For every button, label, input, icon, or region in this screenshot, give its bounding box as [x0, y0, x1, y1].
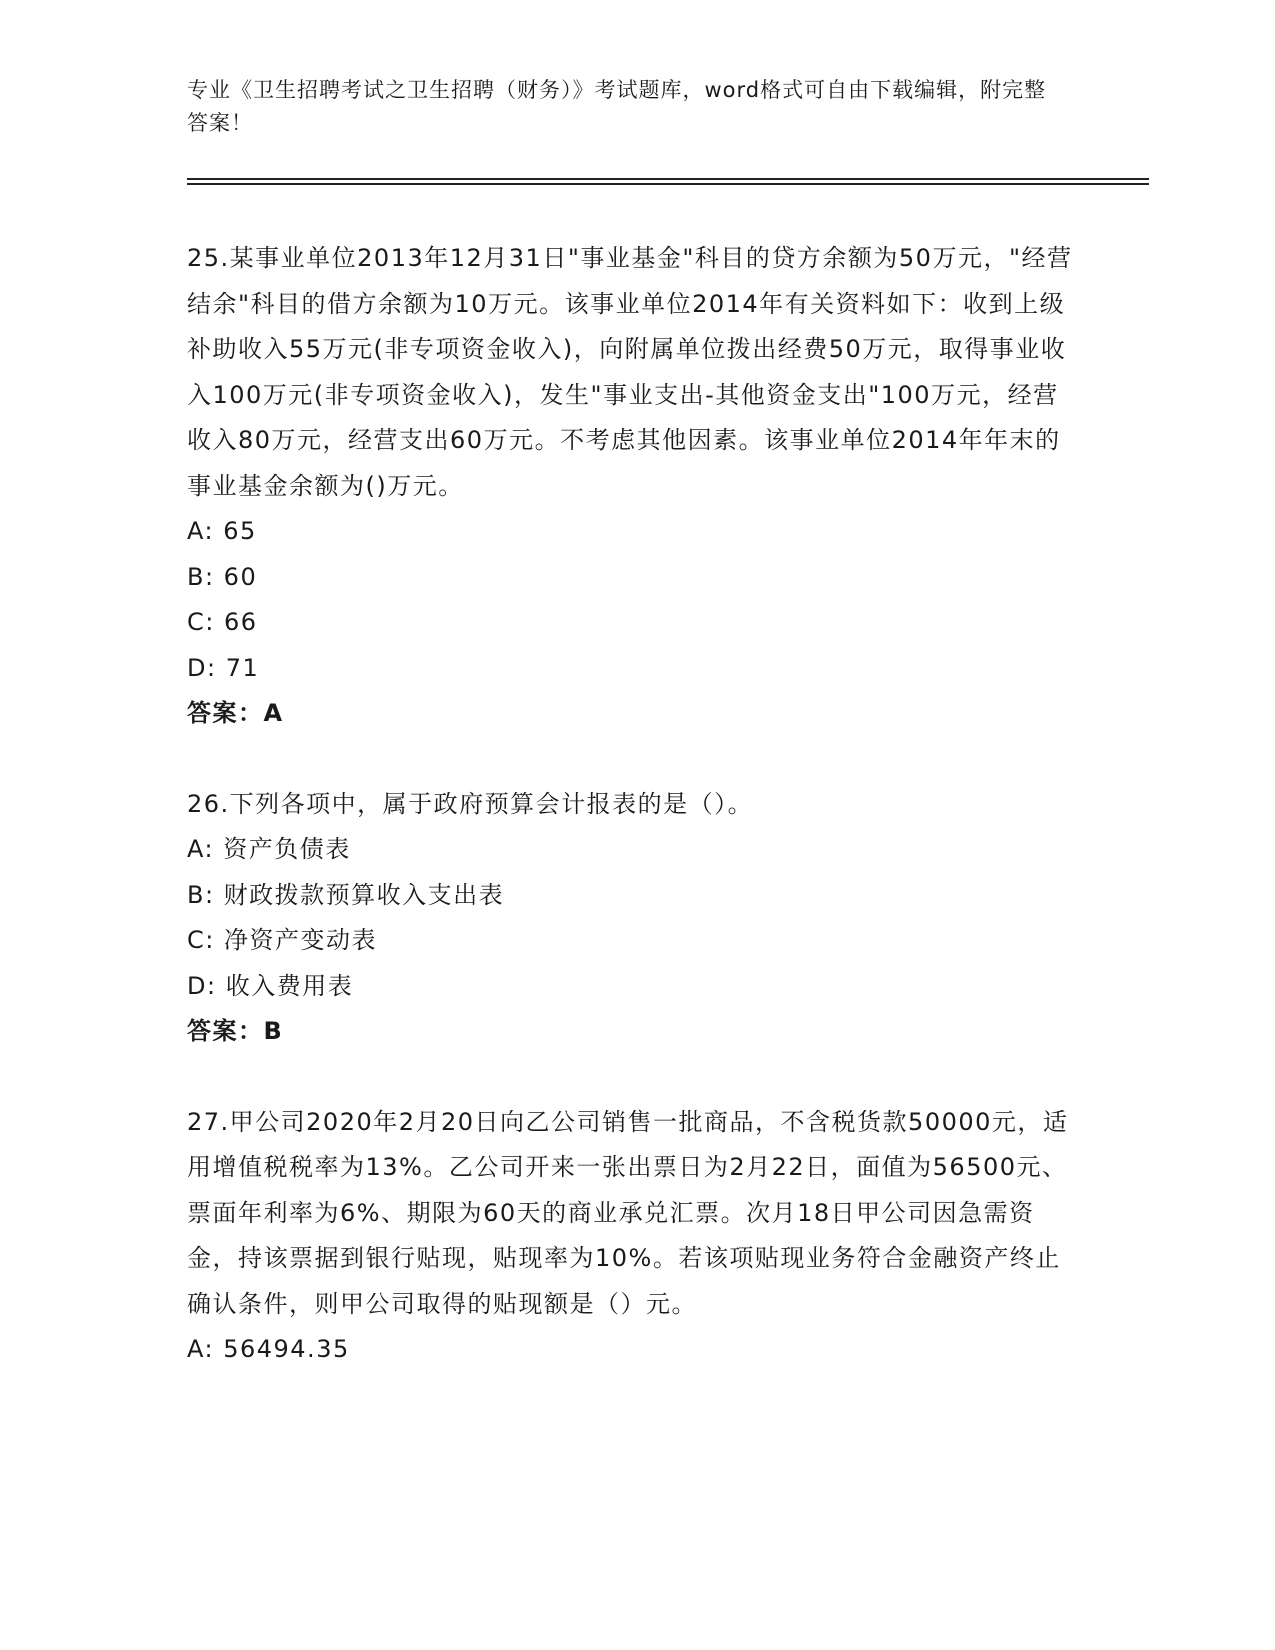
question-stem: 27.甲公司2020年2月20日向乙公司销售一批商品，不含税货款50000元，适用增值税税率为13%。乙公司开来一张出票日为2月22日，面值为56500元、票面年利率为6%、期限为60天的商业承兑汇票。次月18日甲公司因急需资金，持该票据到银行贴现，贴现率为10%。若该项贴现业务符合金融资产终止确认条件，则甲公司取得的贴现额是（）元。	[187, 1107, 1069, 1318]
option-a: A: 56494.35	[187, 1335, 350, 1363]
option-a: A: 资产负债表	[187, 835, 351, 863]
question-27	[187, 1100, 1077, 1373]
question-26	[187, 782, 1077, 1055]
document-header	[187, 74, 1067, 140]
option-d: D: 收入费用表	[187, 971, 354, 1000]
question-list	[187, 236, 1077, 1373]
option-c: C: 66	[187, 608, 258, 636]
question-stem: 26.下列各项中，属于政府预算会计报表的是（）。	[187, 789, 754, 818]
question-spacer	[187, 1055, 1077, 1100]
question-stem: 25.某事业单位2013年12月31日"事业基金"科目的贷方余额为50万元，"经营结余"科目的借方余额为10万元。该事业单位2014年有关资料如下：收到上级补助收入55万元(非专项资金收入)，向附属单位拨出经费50万元，取得事业收入100万元(非专项资金收入)，发生"事业支出-其他资金支出"100万元，经营收入80万元，经营支出60万元。不考虑其他因素。该事业单位2014年年末的事业基金余额为()万元。	[187, 244, 1073, 500]
question-25	[187, 236, 1077, 737]
header-divider-bottom	[187, 183, 1149, 185]
option-b: B: 财政拨款预算收入支出表	[187, 880, 505, 909]
question-spacer	[187, 737, 1077, 782]
answer: 答案：A	[187, 699, 284, 727]
option-b: B: 60	[187, 562, 258, 591]
header-text: 专业《卫生招聘考试之卫生招聘（财务）》考试题库，word格式可自由下载编辑，附完整答案！	[187, 78, 1047, 135]
option-a: A: 65	[187, 517, 257, 545]
option-d: D: 71	[187, 653, 260, 682]
header-divider-top	[187, 178, 1149, 180]
option-c: C: 净资产变动表	[187, 926, 377, 954]
answer: 答案：B	[187, 1017, 284, 1045]
